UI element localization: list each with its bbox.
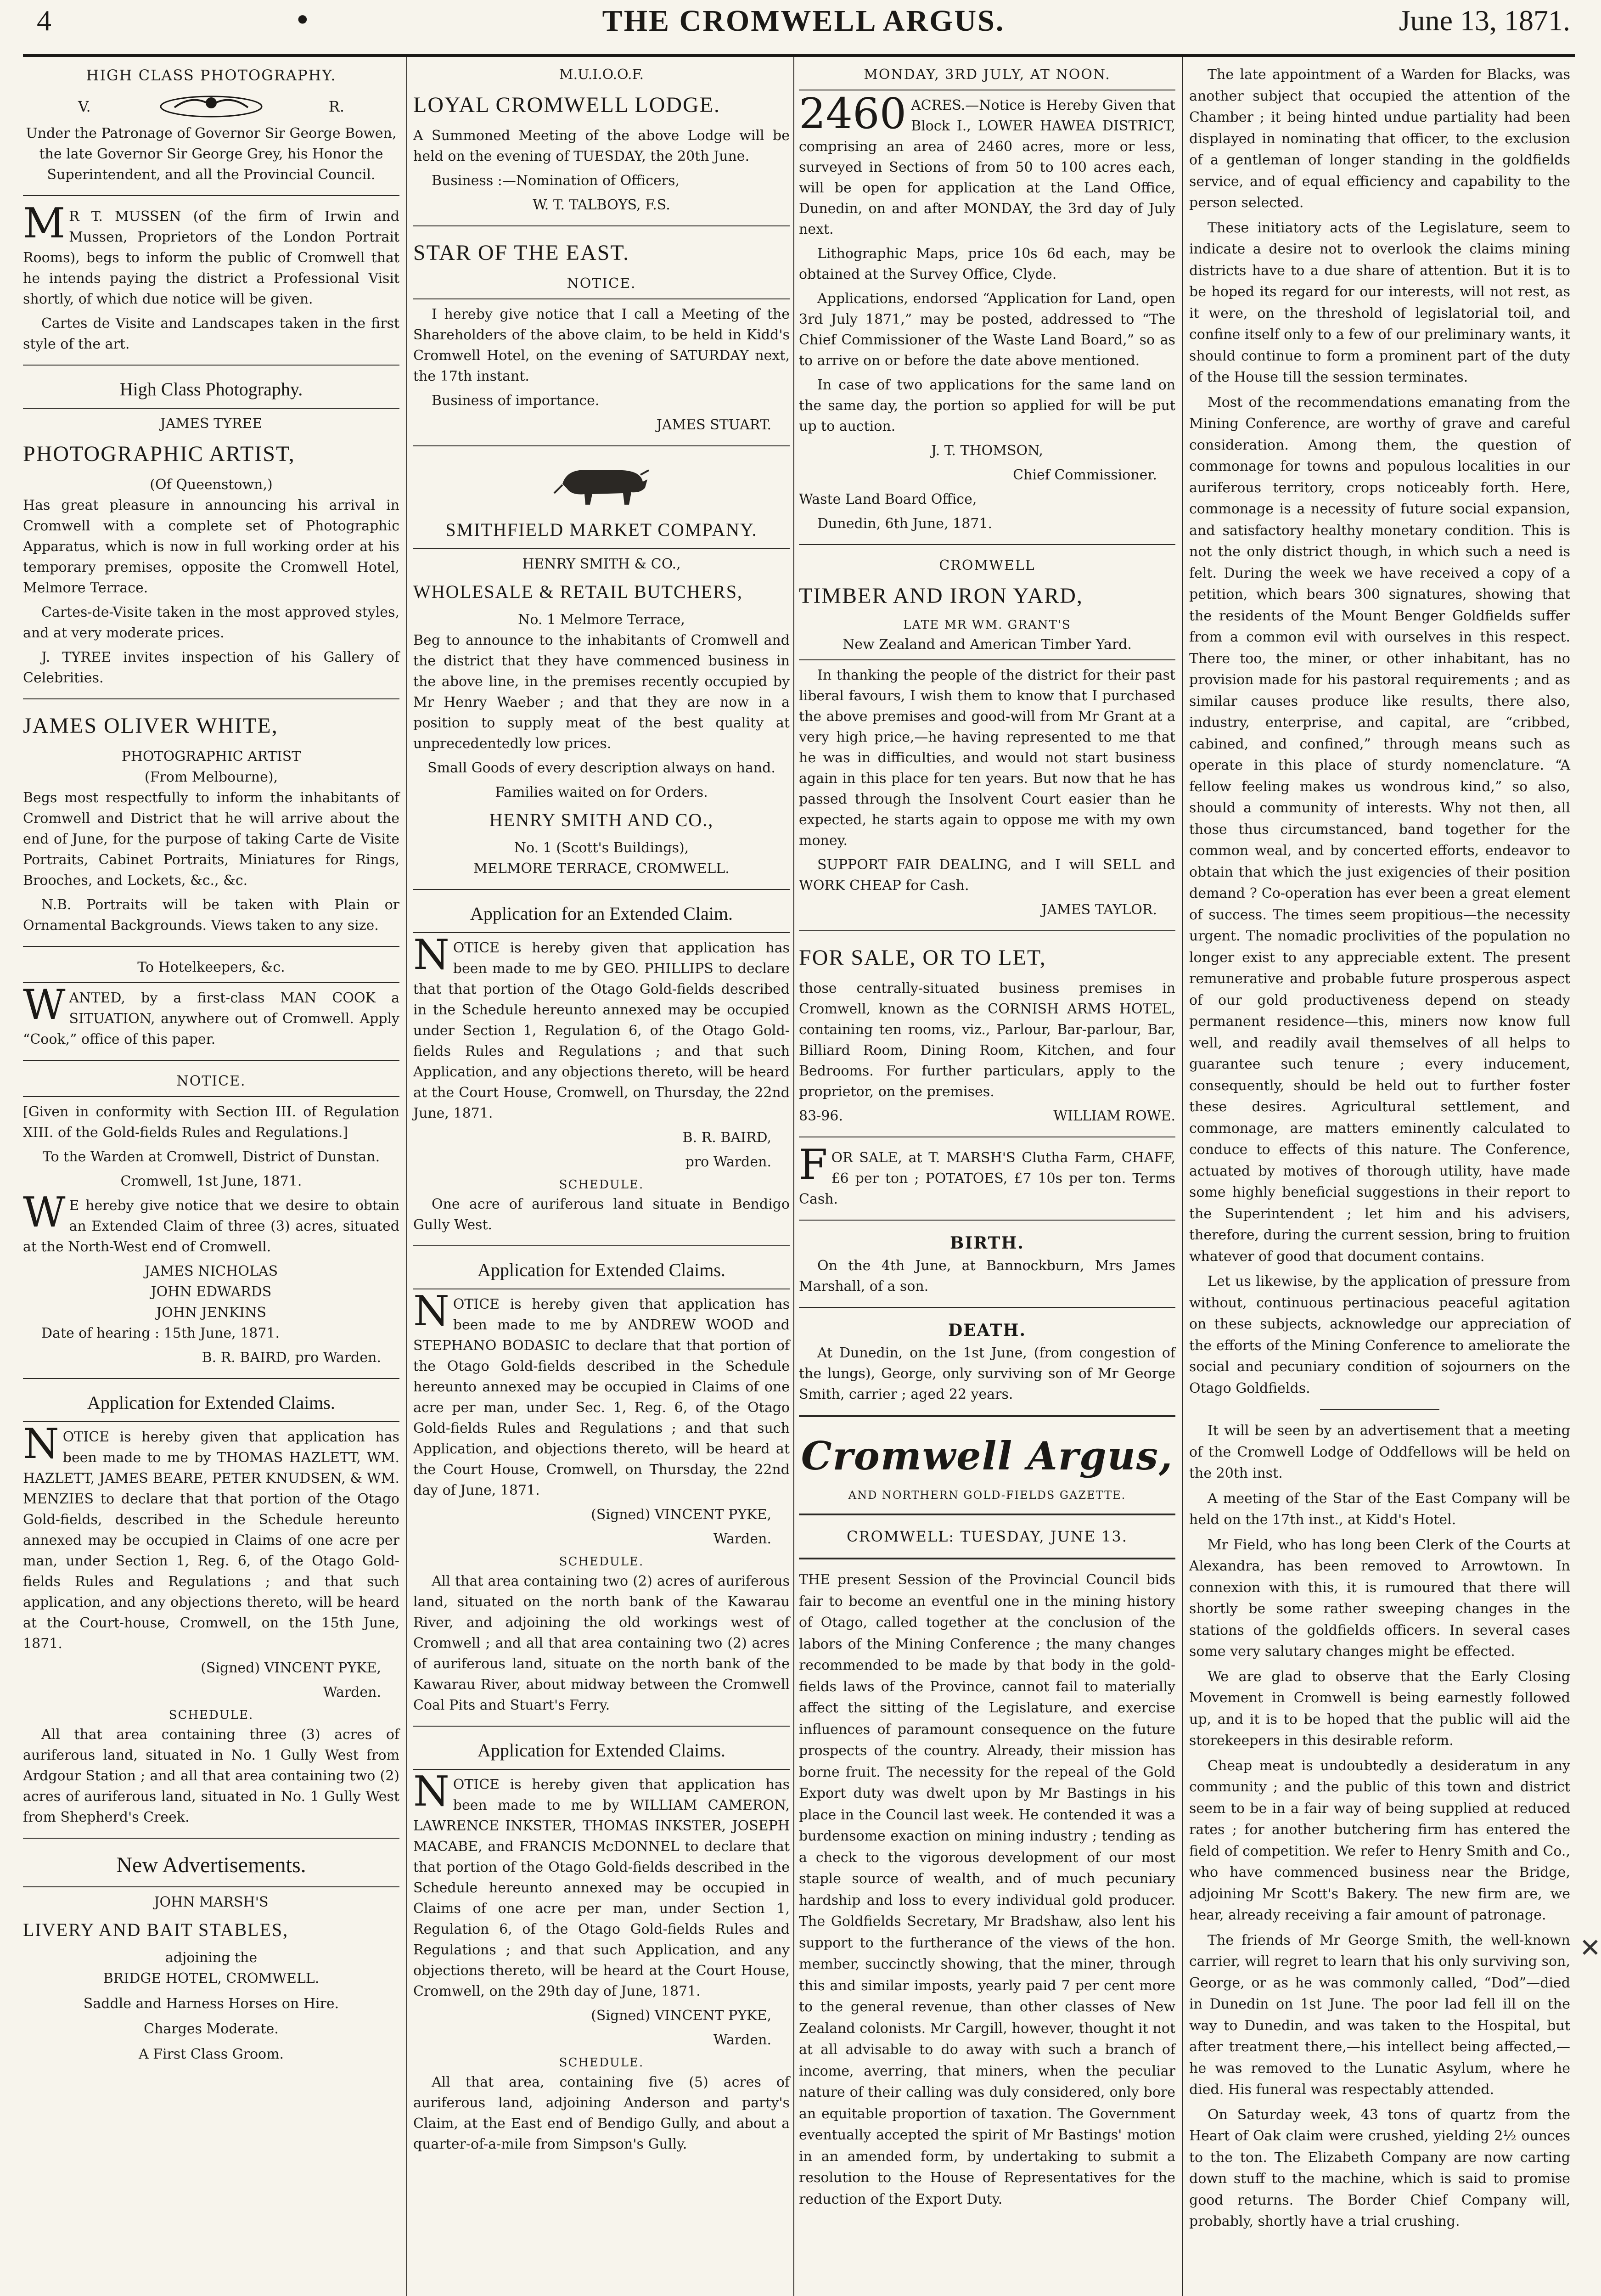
- ad-heading: High Class Photography.: [119, 379, 303, 400]
- signature-title: Warden.: [323, 1684, 381, 1700]
- masthead-rule: [23, 54, 1575, 57]
- divider: [413, 548, 790, 549]
- ad-body: Families waited on for Orders.: [495, 784, 708, 800]
- ad-body: Applications, endorsed “Application for Land, open 3rd July 1871,” may be posted, addressed to “The Chief Commissioner of the Waste Land Board,” so as to arrive on or before the date above mentioned.: [799, 291, 1175, 369]
- ad-body: A Summoned Meeting of the above Lodge will be held on the evening of TUESDAY, the 20th June.: [413, 128, 790, 164]
- ad-subheading: NOTICE.: [567, 276, 636, 292]
- divider: [23, 946, 399, 947]
- royal-initial-v: V.: [78, 98, 91, 115]
- ad-body: Date of hearing : 15th June, 1871.: [41, 1325, 280, 1341]
- ad-heading: LIVERY AND BAIT STABLES,: [23, 1919, 289, 1940]
- divider: [799, 1558, 1175, 1559]
- divider: [413, 932, 790, 933]
- divider: [23, 365, 399, 366]
- column-1: [23, 64, 399, 2296]
- ad-subheading: PHOTOGRAPHIC ARTIST: [121, 748, 301, 765]
- divider: [23, 1378, 399, 1379]
- ad-body: A First Class Groom.: [138, 2046, 284, 2062]
- ad-body: All that area, containing five (5) acres of auriferous land, adjoining Anderson and party's Claim, at the East end of Bendigo Gully, and about a quarter-of-a-mile from Simpson's Gully.: [413, 2074, 790, 2152]
- divider: [799, 544, 1175, 545]
- ad-heading: SMITHFIELD MARKET COMPANY.: [445, 519, 758, 540]
- ad-body: Dunedin, 6th June, 1871.: [817, 516, 993, 532]
- divider: [1320, 1409, 1439, 1410]
- editorial-continued: [1189, 64, 1570, 1399]
- signature: (Signed) VINCENT PYKE,: [591, 2008, 771, 2024]
- death-heading: DEATH.: [948, 1321, 1026, 1340]
- acreage-figure: 2460: [799, 89, 907, 138]
- signature: B. R. BAIRD,: [682, 1130, 771, 1146]
- ad-body: Cartes-de-Visite taken in the most approved styles, and at very moderate prices.: [23, 604, 399, 641]
- claimant-name: JOHN EDWARDS: [151, 1284, 272, 1300]
- news-items: [1189, 1420, 1570, 2233]
- ad-body: [Given in conformity with Section III. of Regulation XIII. of the Gold-fields Rules and Regulations.]: [23, 1104, 399, 1141]
- divider: [413, 1769, 790, 1770]
- ad-body: Business :—Nomination of Officers,: [432, 173, 680, 189]
- divider: [23, 408, 399, 409]
- column-2: [413, 64, 790, 2296]
- royal-initial-r: R.: [328, 98, 344, 115]
- divider: [413, 889, 790, 890]
- ad-body: Charges Moderate.: [144, 2021, 279, 2037]
- royal-crest-icon: [156, 89, 266, 121]
- ad-body: One acre of auriferous land situate in Bendigo Gully West.: [413, 1196, 790, 1233]
- ad-body: Beg to announce to the inhabitants of Cromwell and the district that they have commenced business in the above line, in the premises recently occupied by Mr Henry Waeber ; and that they are now in a position to supply meat of the best quality at unprecedentedly low prices.: [413, 632, 790, 752]
- ad-subheading: MELMORE TERRACE, CROMWELL.: [473, 861, 730, 877]
- newspaper-title: THE CROMWELL ARGUS.: [602, 4, 1005, 38]
- signature-title: pro Warden.: [685, 1154, 771, 1170]
- divider: [413, 298, 790, 299]
- ad-heading: STAR OF THE EAST.: [413, 241, 630, 265]
- ad-body: WE hereby give notice that we desire to obtain an Extended Claim of three (3) acres, situated at the North-West end of Cromwell.: [23, 1188, 399, 1255]
- divider: [23, 1060, 399, 1061]
- ad-subheading: (From Melbourne),: [144, 769, 278, 785]
- news-paragraph: It will be seen by an advertisement that a meeting of the Cromwell Lodge of Oddfellows will be held on the 20th inst.: [1189, 1423, 1570, 1481]
- column-rule: [406, 57, 407, 2296]
- ad-subheading: JOHN MARSH'S: [154, 1894, 269, 1910]
- ad-body: NOTICE is hereby given that application has been made to me by GEO. PHILLIPS to declare that that portion of the Otago Gold-fields described in the Schedule hereunto annexed may be occupied under Section 1, Regulation 6, of the Otago Gold-fields Rules and Regulations ; and that such Application, and any objections thereto, will be heard at the Court House, Cromwell, on Thursday, the 22nd June, 1871.: [413, 931, 790, 1121]
- ad-subheading: CROMWELL: [939, 557, 1035, 574]
- editorial: [799, 1570, 1175, 2210]
- signature-title: Warden.: [713, 1531, 771, 1547]
- divider: [413, 1726, 790, 1727]
- ad-heading: NOTICE.: [176, 1073, 246, 1089]
- news-paragraph: The friends of Mr George Smith, the well-known carrier, will regret to learn that his only surviving son, George, or as he was commonly called, “Dod”—died in Dunedin on 1st June. The poor lad fell ill on the way to Dunedin, and was taken to the Hospital, but after treatment there,—his intellect being affected,—he was removed to the Lunatic Asylum, where he died. His funeral was respectably attended.: [1189, 1932, 1570, 2098]
- ad-subheading: HENRY SMITH & CO.,: [522, 556, 681, 572]
- divider: [23, 1838, 399, 1839]
- ad-body: In case of two applications for the same land on the same day, the portion so applied for will be put up to auction.: [799, 377, 1175, 434]
- claimant-name: JOHN JENKINS: [156, 1305, 266, 1321]
- ad-subheading: (Of Queenstown,): [150, 477, 273, 493]
- ad-body: Saddle and Harness Horses on Hire.: [83, 1996, 339, 2012]
- dateline: CROMWELL: TUESDAY, JUNE 13.: [847, 1528, 1128, 1545]
- schedule-heading: SCHEDULE.: [559, 1555, 644, 1569]
- editorial-paragraph: These initiatory acts of the Legislature, seem to indicate a desire not to overlook the claims mining districts have to a due share of attention. But it is to be hoped its regard for our interests, will not rest, as it were, on the threshold of legislatorial toil, and confine itself only to a few of our preliminary wants, it should continue to form a prominent part of the duty of the House till the session terminates.: [1189, 219, 1570, 385]
- news-paragraph: We are glad to observe that the Early Closing Movement in Cromwell is being earnestly followed up, and it is to be hoped that the public will aid the storekeepers in this desirable reform.: [1189, 1668, 1570, 1749]
- ad-body: J. TYREE invites inspection of his Gallery of Celebrities.: [23, 649, 399, 686]
- signature-title: Chief Commissioner.: [1013, 467, 1157, 483]
- ad-body: All that area containing three (3) acres of auriferous land, situated in No. 1 Gully West from Ardgour Station ; and all that area containing two (2) acres of auriferous land, situated in No. 1 Gully West from Shepherd's Creek.: [23, 1727, 399, 1825]
- ad-body: MR T. MUSSEN (of the firm of Irwin and Mussen, Proprietors of the London Portrait Rooms), begs to inform the public of Cromwell that he intends paying the district a Professional Visit shortly, of which due notice will be given.: [23, 199, 399, 307]
- news-paragraph: A meeting of the Star of the East Company will be held on the 17th inst., at Kidd's Hotel.: [1189, 1490, 1570, 1528]
- claimant-name: JAMES NICHOLAS: [144, 1263, 278, 1279]
- divider: [23, 698, 399, 699]
- ad-reference: 83-96.: [799, 1108, 843, 1124]
- ad-subheading: No. 1 Melmore Terrace,: [518, 612, 685, 628]
- bull-icon: [549, 456, 654, 512]
- ad-heading: PHOTOGRAPHIC ARTIST,: [23, 442, 295, 466]
- divider: [413, 225, 790, 226]
- divider: [23, 982, 399, 983]
- signature: (Signed) VINCENT PYKE,: [591, 1507, 771, 1523]
- ad-body: Business of importance.: [432, 393, 600, 409]
- masthead-ornament: •: [294, 4, 311, 38]
- schedule-heading: SCHEDULE.: [559, 2056, 644, 2070]
- ad-heading: FOR SALE, OR TO LET,: [799, 945, 1046, 970]
- signature: WILLIAM ROWE.: [1053, 1108, 1175, 1124]
- ad-body: Small Goods of every description always on hand.: [427, 760, 775, 776]
- ad-subheading: JAMES TYREE: [160, 416, 263, 432]
- editorial-paragraph: The late appointment of a Warden for Blacks, was another subject that occupied the attention of the Chamber ; it being hinted undue partiality had been displayed in nominating that officer, to the exclusion of a gentleman of longer standing in the goldfields service, and of equal efficiency and capability to the person selected.: [1189, 67, 1570, 211]
- newspaper-subtitle: AND NORTHERN GOLD-FIELDS GAZETTE.: [848, 1489, 1126, 1502]
- ad-body: those centrally-situated business premises in Cromwell, known as the CORNISH ARMS HOTEL, containing ten rooms, viz., Parlour, Bar-parlour, Bar, Billiard Room, Dining Room, Kitchen, and four Bedrooms. For further particulars, apply to the proprietor, on the premises.: [799, 980, 1175, 1100]
- ad-heading: HIGH CLASS PHOTOGRAPHY.: [86, 67, 337, 84]
- ad-body: In thanking the people of the district for their past liberal favours, I wish them to know that I purchased the above premises and good-will from Mr Grant at a very high price,—he having represented to me that he was in difficulties, and would not start business again in this place for ten years. But now that he has passed through the Insolvent Court easier than he expected, he starts again to oppose me with my own money.: [799, 667, 1175, 849]
- signature: B. R. BAIRD, pro Warden.: [202, 1350, 381, 1366]
- ad-heading: Application for Extended Claims.: [477, 1740, 725, 1761]
- newspaper-logo: Cromwell Argus,: [801, 1433, 1174, 1479]
- issue-date: June 13, 1871.: [1399, 4, 1570, 37]
- ad-subheading: To Hotelkeepers, &c.: [137, 959, 285, 975]
- ad-body: Has great pleasure in announcing his arrival in Cromwell with a complete set of Photographic Apparatus, which is now in full working order at his temporary premises, opposite the Cromwell Hotel, Melmore Terrace.: [23, 497, 399, 596]
- editorial-paragraph: Let us likewise, by the application of pressure from without, continuous pertinacious peaceful agitation on these subjects, acknowledge our appreciation of the efforts of the Mining Conference to ameliorate the social and pecuniary condition of sojourners on the Otago Goldfields.: [1189, 1273, 1570, 1396]
- ad-body: NOTICE is hereby given that application has been made to me by THOMAS HAZLETT, WM. HAZLETT, JAMES BEARE, PETER KNUDSEN, & WM. MENZIES to declare that that portion of the Otago Gold-fields, described in the Schedule hereunto annexed may be occupied in Claims of one acre per man, under Section 1, Reg. 6, of the Otago Gold-fields Rules and Regulations ; and that such application, and any objections thereto, will be heard at the Court-house, Cromwell, on the 15th June, 1871.: [23, 1420, 399, 1652]
- claimant-names: [23, 1261, 399, 1323]
- signature: W. T. TALBOYS, F.S.: [533, 197, 670, 213]
- column-rule: [793, 57, 794, 2296]
- divider: [799, 930, 1175, 931]
- ad-body: Begs most respectfully to inform the inhabitants of Cromwell and District that he will arrive about the end of June, for the purpose of taking Carte de Visite Portraits, Cabinet Portraits, Miniatures for Rings, Brooches, and Lockets, &c., &c.: [23, 790, 399, 889]
- divider: [413, 1245, 790, 1246]
- signature: J. T. THOMSON,: [931, 443, 1043, 459]
- ad-subheading: New Zealand and American Timber Yard.: [843, 636, 1132, 653]
- ad-heading: LOYAL CROMWELL LODGE.: [413, 93, 721, 117]
- divider: [799, 1220, 1175, 1221]
- divider: [23, 1421, 399, 1422]
- birth-notice: On the 4th June, at Bannockburn, Mrs James Marshall, of a son.: [799, 1258, 1175, 1294]
- ad-body: BRIDGE HOTEL, CROMWELL.: [103, 1970, 320, 1986]
- royal-arms-row: [23, 86, 399, 123]
- ad-heading: TIMBER AND IRON YARD,: [799, 584, 1083, 608]
- ad-body: Waste Land Board Office,: [799, 491, 977, 507]
- page-number: 4: [37, 4, 51, 37]
- ad-body: adjoining the: [165, 1950, 258, 1966]
- signature: (Signed) VINCENT PYKE,: [201, 1660, 381, 1676]
- ad-subheading: M.U.I.O.O.F.: [559, 67, 644, 83]
- divider: [413, 445, 790, 446]
- editorial-paragraph: THE present Session of the Provincial Council bids fair to become an eventful one in the mining history of Otago, called together at the conclusion of the labors of the Mining Conference ; the many changes recommended to be made by that body in the gold-fields laws of the Province, cannot fail to materially affect the sitting of the Legislature, and exercise influences of paramount consequence on the future prospects of the country. Already, their mission has borne fruit. The necessity for the repeal of the Gold Export duty was dwelt upon by Mr Bastings in his place in the Council last week. He contended it was a burdensome exaction on mining industry ; tending as a check to the vigorous development of our most staple source of wealth, and of much pecuniary hardship and loss to every individual gold producer. The Goldfields Secretary, Mr Bradshaw, also lent his support to the furtherance of the views of the hon. member, succinctly showing, that the miner, through this and similar imposts, yearly paid 7 per cent more to the general revenue, than other classes of New Zealand colonists. Mr Cargill, however, thought it not at all advisable to do away with such a branch of income, averring, that miners, when the peculiar nature of their calling was duly considered, only bore an equitable proportion of taxation. The Government eventually accepted the spirit of Mr Bastings' motion in an amended form, by undertaking to submit a resolution to the House of Representatives for the reduction of the Export Duty.: [799, 1572, 1175, 2207]
- birth-heading: BIRTH.: [950, 1233, 1024, 1253]
- margin-mark-icon: ✕: [1579, 1933, 1601, 1963]
- ad-body: SUPPORT FAIR DEALING, and I will SELL and WORK CHEAP for Cash.: [799, 857, 1175, 894]
- ad-body: To the Warden at Cromwell, District of Dunstan.: [42, 1149, 380, 1165]
- divider: [23, 1096, 399, 1097]
- ad-body: Lithographic Maps, price 10s 6d each, may be obtained at the Survey Office, Clyde.: [799, 246, 1175, 282]
- column-4: [1189, 64, 1570, 2296]
- ad-body: FOR SALE, at T. MARSH'S Clutha Farm, CHAFF, £6 per ton ; POTATOES, £7 10s per ton. Terms Cash.: [799, 1141, 1175, 1207]
- signature-title: Warden.: [713, 2032, 771, 2048]
- editorial-paragraph: Most of the recommendations emanating from the Mining Conference, are worthy of grave and careful consideration. Among them, the question of commonage for towns and populous localities in our auriferous territory, crops noticeably forth. Here, commonage is a necessity of future social expansion, and satisfactory healthy monetary condition. This is not the only district though, in which such a need is felt. During the week we have received a copy of a petition, which bears 300 signatures, showing that the residents of the Mount Benger Goldfields suffer from a common evil with ourselves in this respect. There too, the miner, or other inhabitant, has no provision made for his pastoral requirements ; and as similar causes produce like results, there also, industry, enterprise, and capital, are “cribbed, cabined, and confined,” through means such as operate in this place of sturdy nomenclature. “A fellow feeling makes us wondrous kind,” so also, should a community of interests. Why not then, all those thus circumstanced, band together for the common weal, and by concerted efforts, endeavor to obtain that which the just exigencies of their position demand ? Co-operation has ever been a great element of success. The times seem propitious—the necessity urgent. The nomadic proclivities of the population no longer exist to any appreciable extent. The present remunerative and probable future prosperous aspect of our gold productiveness depend on steady permanent residence—this, miners now know full well, and readily avail themselves of all helps to guarantee such tenure ; every inducement, consequently, should be held out to further foster these desires. Agricultural settlement, and commonage, are matters eminently calculated to conduce to effects of this nature. The Conference, actuated by motives of thorough utility, have made some highly beneficial suggestions in their report to the Superintendent ; let him and his advisers, therefore, during the current session, bring to fruition whatever of good that document contains.: [1189, 394, 1570, 1265]
- news-paragraph: Mr Field, who has long been Clerk of the Courts at Alexandra, has been removed to Arrowtown. In connexion with this, it is rumoured that there will shortly be some rather sweeping changes in the stations of the goldfields officers. In several cases some very salutary changes might be effected.: [1189, 1536, 1570, 1660]
- ad-body: Cromwell, 1st June, 1871.: [120, 1173, 302, 1189]
- divider: [799, 659, 1175, 660]
- signature: JAMES TAYLOR.: [1041, 902, 1157, 918]
- ad-heading: Application for Extended Claims.: [477, 1260, 725, 1280]
- divider: [799, 1307, 1175, 1308]
- ad-heading: Application for an Extended Claim.: [470, 903, 733, 924]
- news-paragraph: Cheap meat is undoubtedly a desideratum in any community ; and the public of this town and district seem to be in a fair way of being supplied at reduced rates ; for another butchering firm has entered the field of competition. We refer to Henry Smith and Co., who have commenced business near the Bridge, adjoining Mr Scott's Bakery. The new firm are, we hear, already receiving a fair amount of patronage.: [1189, 1757, 1570, 1923]
- divider: [23, 195, 399, 196]
- ad-body: WANTED, by a first-class MAN COOK a SITUATION, anywhere out of Cromwell. Apply “Cook,” office of this paper.: [23, 981, 399, 1047]
- ad-body: Under the Patronage of Governor Sir George Bowen, the late Governor Sir George Grey, his Honor the Superintendent, and all the Provincial Council.: [26, 125, 397, 183]
- ad-heading: HENRY SMITH AND CO.,: [489, 810, 714, 830]
- ad-body: ACRES.—Notice is Hereby Given that Block I., LOWER HAWEA DISTRICT, comprising an area of 2460 acres, more or less, surveyed in Sections of from 50 to 100 acres each, will be open for application at the Land Office, Dunedin, on and after MONDAY, the 3rd day of July next.: [799, 97, 1175, 237]
- ad-body: All that area containing two (2) acres of auriferous land, situated on the north bank of the Kawarau River, and adjoining the old workings west of Cromwell ; and all that area containing two (2) acres of auriferous land, situate on the north bank of the Kawarau River, about midway between the Cromwell Coal Pits and Stuart's Ferry.: [413, 1573, 790, 1713]
- ad-subheading: MONDAY, 3RD JULY, AT NOON.: [864, 67, 1111, 83]
- divider: [23, 1886, 399, 1887]
- ad-heading: Application for Extended Claims.: [87, 1392, 335, 1413]
- death-notice: At Dunedin, on the 1st June, (from congestion of the lungs), George, only surviving son of Mr George Smith, carrier ; aged 22 years.: [799, 1345, 1175, 1402]
- divider: [799, 1514, 1175, 1515]
- ad-subheading: LATE MR WM. GRANT'S: [903, 618, 1071, 632]
- masthead: [37, 4, 1570, 38]
- ad-body: NOTICE is hereby given that application has been made to me by WILLIAM CAMERON, LAWRENCE INKSTER, THOMAS INKSTER, JOSEPH MACABE, and FRANCIS McDONNEL to declare that that portion of the Otago Gold-fields described in the Schedule hereunto annexed may be occupied in Claims of one acre per man, under Section 1, Regulation 6, of the Otago Gold-fields Rules and Regulations ; and that such Application, and any objections thereto, will be heard at the Court House, Cromwell, on the 29th day of June, 1871.: [413, 1767, 790, 1999]
- schedule-heading: SCHEDULE.: [169, 1708, 254, 1722]
- ad-body: NOTICE is hereby given that application has been made to me by ANDREW WOOD and STEPHANO BODASIC to declare that that portion of the Otago Gold-fields described in the Schedule hereunto annexed may be occupied in Claims of one acre per man, under Sec. 1, Reg. 6, of the Otago Gold-fields Rules and Regulations ; and that such Application, and objections thereto, will be heard at the Court House, Cromwell, on Thursday, the 22nd day of June, 1871.: [413, 1287, 790, 1498]
- schedule-heading: SCHEDULE.: [559, 1178, 644, 1192]
- ad-body: N.B. Portraits will be taken with Plain or Ornamental Backgrounds. Views taken to any size.: [23, 897, 399, 934]
- ad-footer: [799, 1106, 1175, 1126]
- ad-body: I hereby give notice that I call a Meeting of the Shareholders of the above claim, to be held in Kidd's Cromwell Hotel, on the evening of SATURDAY next, the 17th instant.: [413, 306, 790, 384]
- ad-body: Cartes de Visite and Landscapes taken in the first style of the art.: [23, 315, 399, 352]
- ad-heading: JAMES OLIVER WHITE,: [23, 714, 278, 738]
- column-3: [799, 64, 1175, 2296]
- signature: JAMES STUART.: [656, 417, 771, 433]
- section-heading: New Advertisements.: [116, 1853, 306, 1877]
- divider: [799, 1415, 1175, 1417]
- ad-subheading: No. 1 (Scott's Buildings),: [514, 840, 689, 856]
- column-rule: [1182, 57, 1183, 2296]
- ad-heading: WHOLESALE & RETAIL BUTCHERS,: [413, 581, 743, 602]
- news-paragraph: On Saturday week, 43 tons of quartz from the Heart of Oak claim were crushed, yielding 2½ ounces to the ton. The Elizabeth Company are now carting down stuff to the machine, which is said to promise good returns. The Border Chief Company will, probably, shortly have a trial crushing.: [1189, 2106, 1570, 2229]
